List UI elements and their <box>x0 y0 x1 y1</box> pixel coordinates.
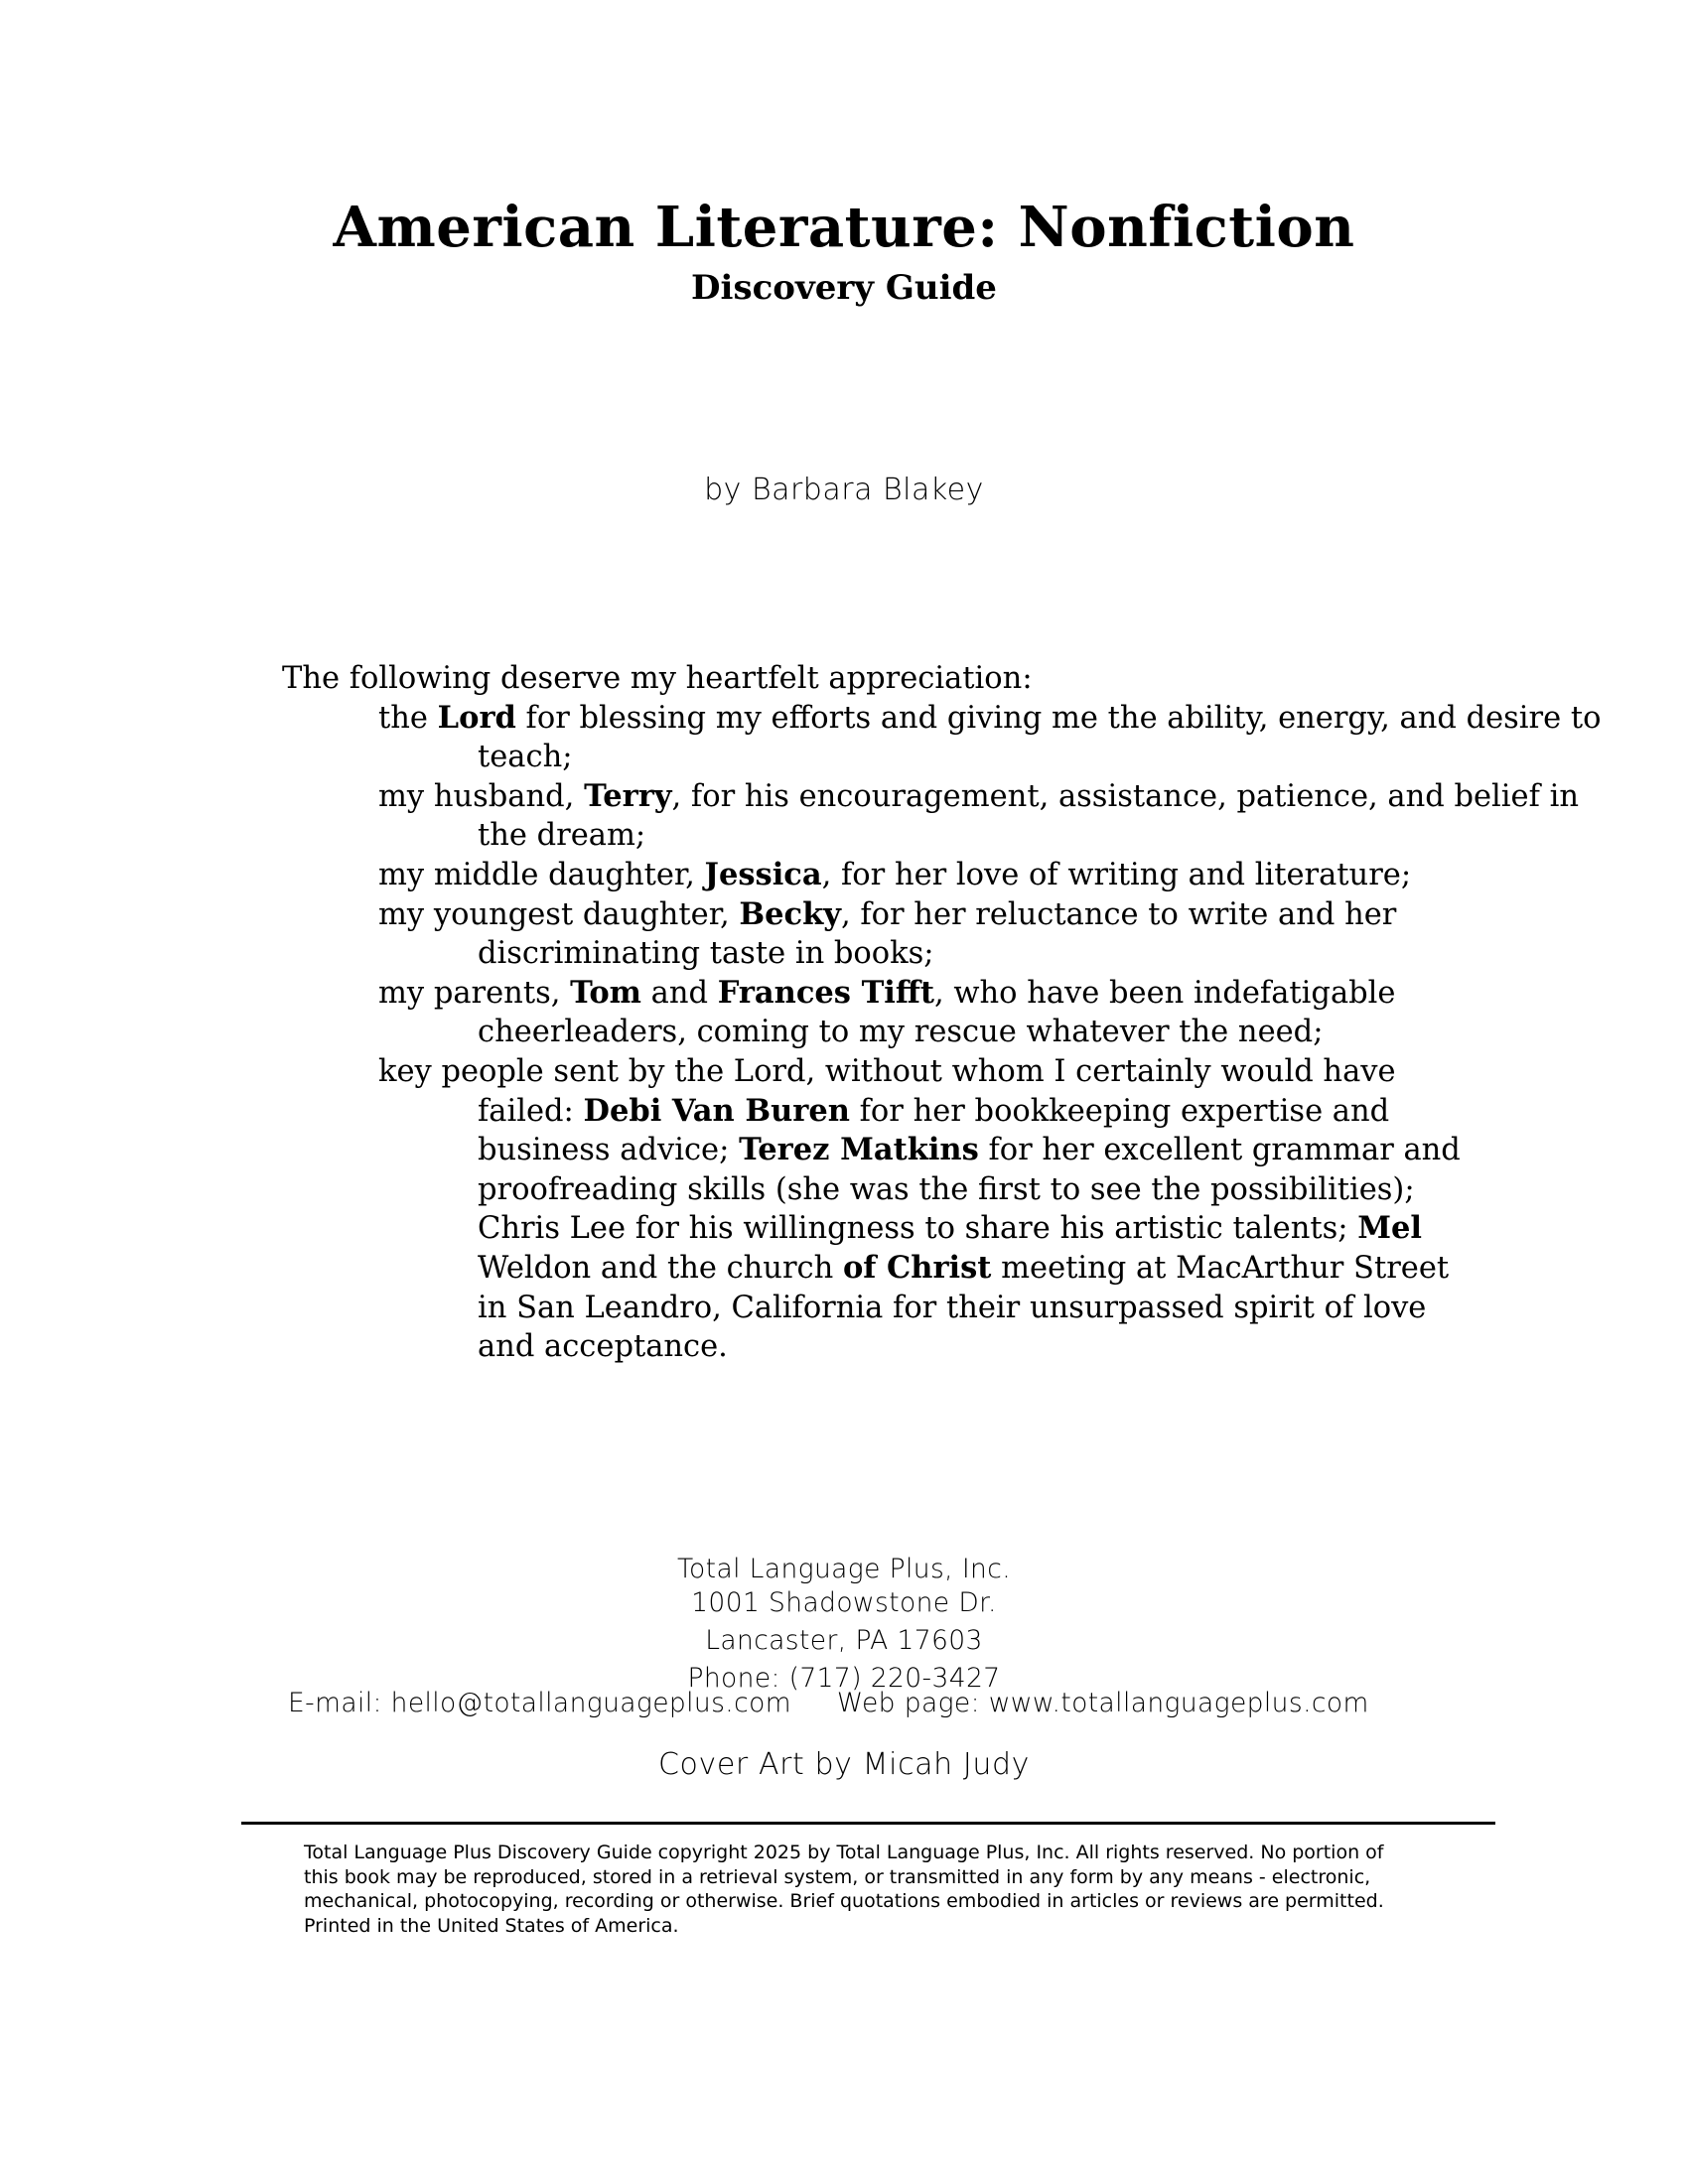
publisher-web: Web page: www.totallanguageplus.com <box>836 1688 1369 1718</box>
publisher-name: Total Language Plus, Inc. <box>676 1554 1012 1584</box>
acknowledgments-intro: The following deserve my heartfelt appreciation: <box>282 661 1033 696</box>
copyright-line: mechanical, photocopying, recording or otherwise. Brief quotations embodied in articles or reviews are permitted. <box>304 1890 1384 1912</box>
document-title: American Literature: Nonfiction <box>333 195 1355 260</box>
acknowledgment-item <box>282 777 1613 856</box>
publisher-street: 1001 Shadowstone Dr. <box>691 1587 997 1618</box>
document-subtitle: Discovery Guide <box>691 268 997 308</box>
acknowledgment-text: , for her reluctance to write and her discriminating taste in books; <box>478 896 1397 972</box>
publisher-phone: Phone: (717) 220-3427 <box>687 1663 1001 1694</box>
acknowledgment-item <box>282 699 1613 777</box>
acknowledgment-text: the <box>378 700 438 736</box>
acknowledgment-item <box>282 856 1613 895</box>
footer-divider <box>241 1822 1495 1825</box>
acknowledged-name: Debi Van Buren <box>583 1092 850 1129</box>
acknowledged-name: Frances Tifft <box>717 974 934 1011</box>
acknowledgment-text: my husband, <box>378 778 585 814</box>
publisher-email: E-mail: hello@totallanguageplus.com <box>288 1688 791 1718</box>
acknowledgment-text: my middle daughter, <box>378 857 705 892</box>
acknowledgment-text: for her excellent grammar and proofreading skills (she was the first to see the possibilities); Chris Lee for his willingness to share his artistic talents; <box>478 1133 1461 1247</box>
acknowledged-name: Tom <box>570 974 641 1011</box>
acknowledgment-text: and <box>640 975 718 1011</box>
acknowledgment-text: Weldon and the church <box>478 1250 843 1286</box>
acknowledgment-item <box>282 974 1613 1052</box>
acknowledged-name: Terez Matkins <box>739 1132 979 1168</box>
acknowledgments-section <box>282 659 1613 1367</box>
cover-art-credit: Cover Art by Micah Judy <box>658 1747 1030 1782</box>
acknowledgment-text: for blessing my efforts and giving me the ability, energy, and desire to teach; <box>478 700 1602 775</box>
acknowledgment-text: , for her love of writing and literature; <box>821 857 1412 892</box>
author-byline: by Barbara Blakey <box>704 473 984 507</box>
copyright-line: Total Language Plus Discovery Guide copyright 2025 by Total Language Plus, Inc. All rights reserved. No portion of <box>304 1842 1384 1863</box>
acknowledgment-text: for her bookkeeping expertise and business advice; <box>478 1093 1390 1168</box>
publisher-info <box>0 1553 1688 1696</box>
acknowledged-name: Mel <box>1357 1210 1422 1247</box>
copyright-line: this book may be reproduced, stored in a retrieval system, or transmitted in any form by any means - electronic, <box>304 1865 1371 1888</box>
acknowledged-name: Becky <box>739 895 841 932</box>
acknowledged-name: of Christ <box>842 1249 992 1286</box>
acknowledgments-list <box>282 699 1613 1367</box>
copyright-notice <box>304 1841 1446 1938</box>
acknowledgment-text: my parents, <box>378 975 571 1011</box>
acknowledgment-text: key people sent by the Lord, without whom I certainly would have failed: <box>378 1053 1396 1129</box>
contact-line <box>288 1688 1369 1718</box>
acknowledgment-item <box>282 895 1613 974</box>
acknowledgment-text: meeting at MacArthur Street in San Leandro, California for their unsurpassed spirit of love and acceptance. <box>478 1250 1450 1365</box>
acknowledged-name: Lord <box>437 699 516 736</box>
copyright-line: Printed in the United States of America. <box>304 1914 679 1937</box>
acknowledged-name: Jessica <box>704 856 822 892</box>
acknowledgment-text: my youngest daughter, <box>378 896 740 932</box>
publisher-city: Lancaster, PA 17603 <box>705 1625 983 1656</box>
acknowledgment-item <box>282 1052 1613 1367</box>
acknowledged-name: Terry <box>584 777 672 814</box>
acknowledgment-text: , who have been indefatigable cheerleaders, coming to my rescue whatever the need; <box>478 975 1396 1050</box>
acknowledgment-text: , for his encouragement, assistance, patience, and belief in the dream; <box>478 778 1579 854</box>
